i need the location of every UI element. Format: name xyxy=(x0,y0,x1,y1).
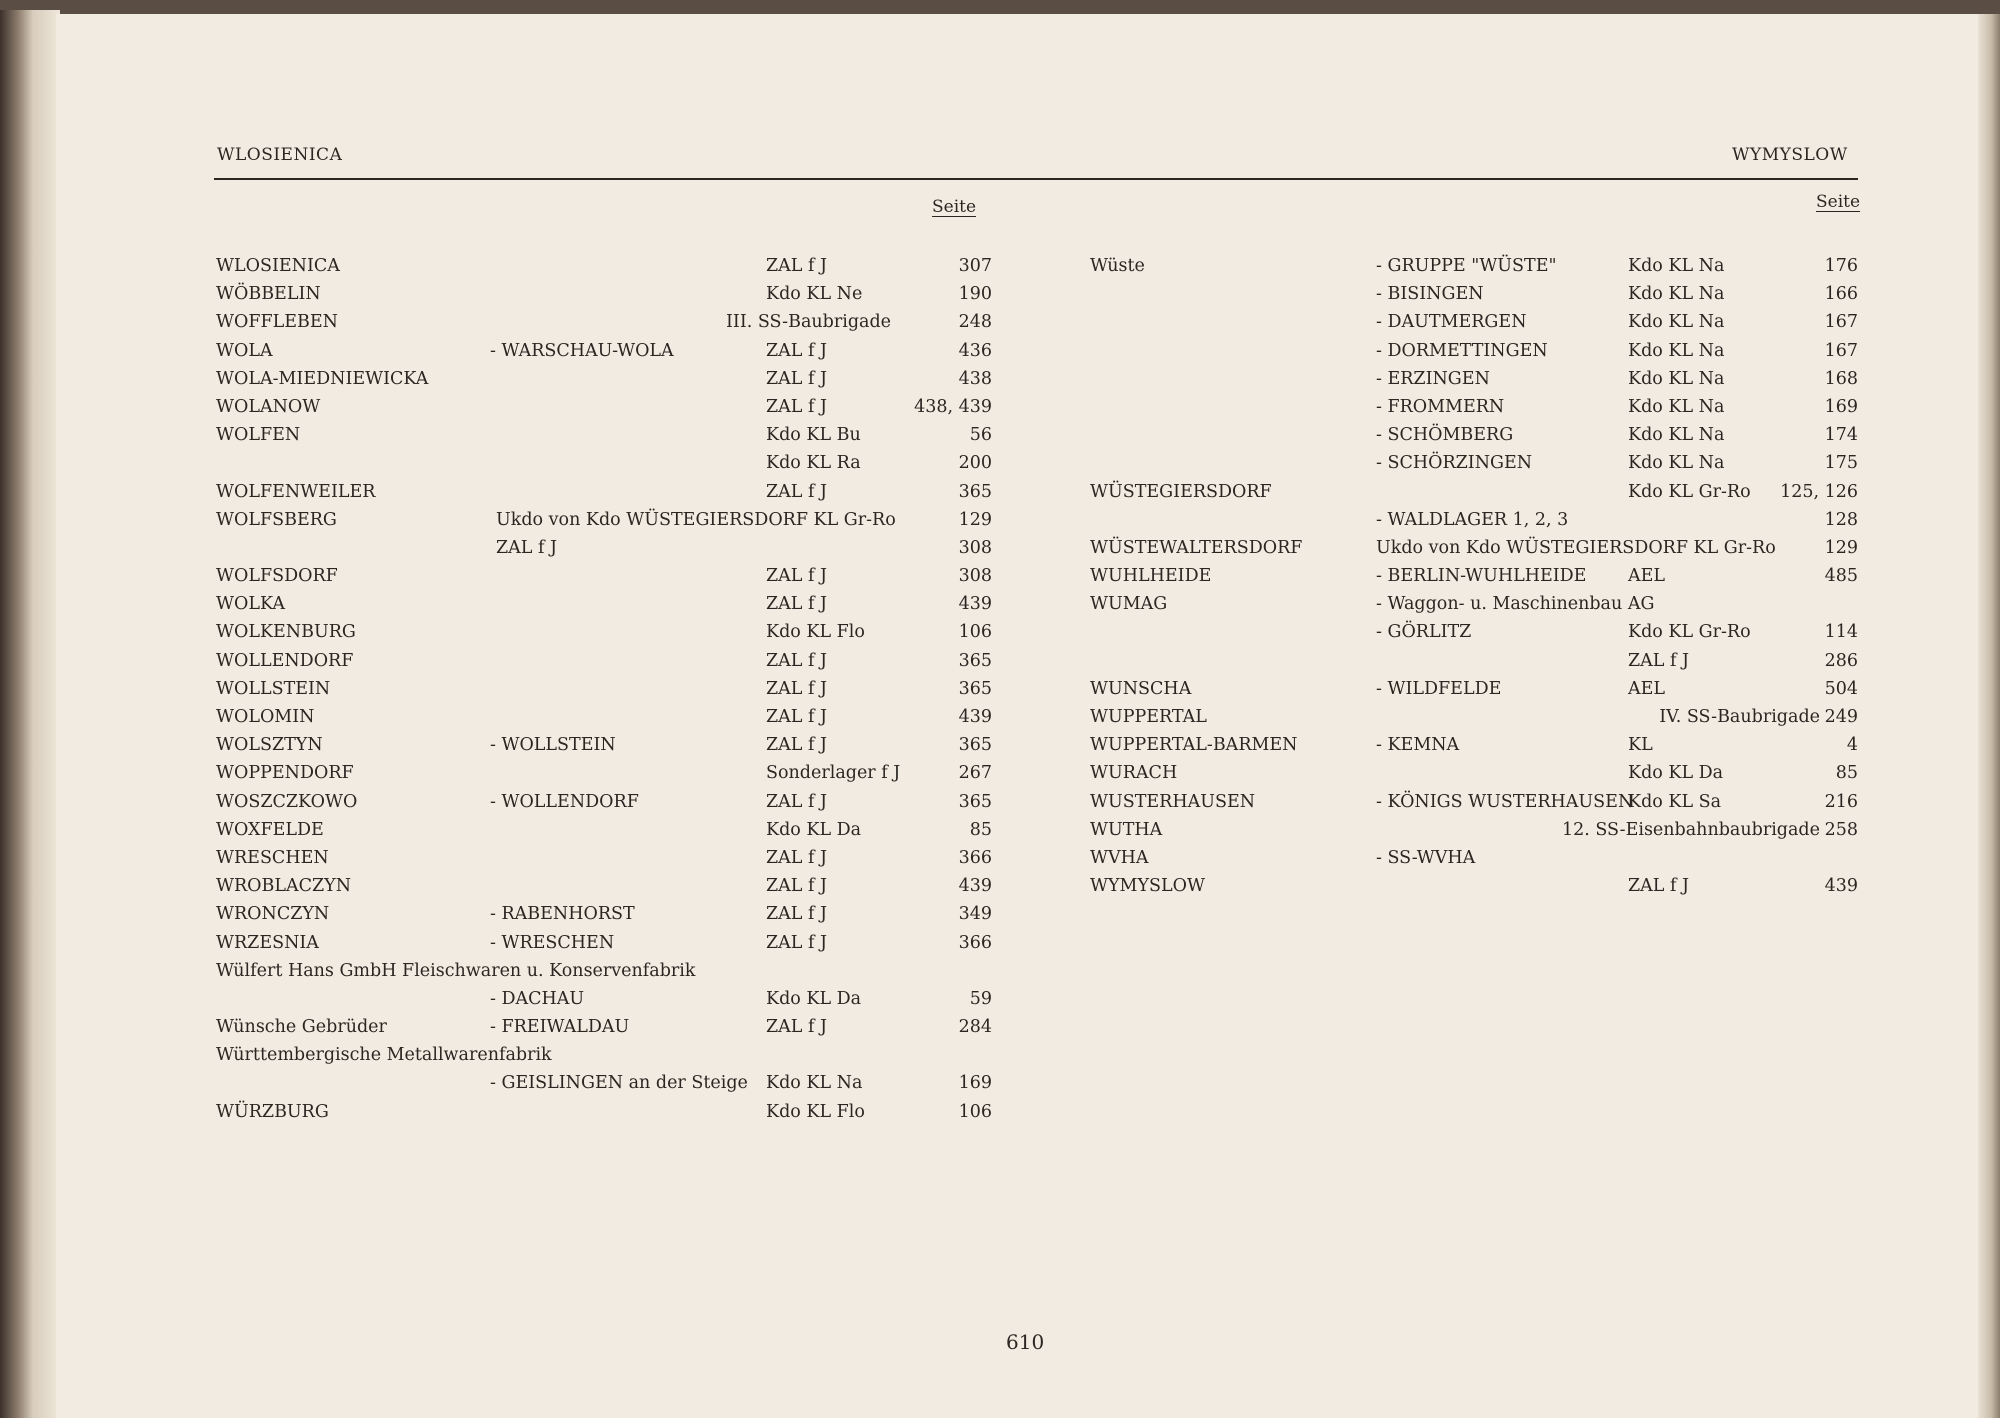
entry-name: WRESCHEN xyxy=(216,847,329,868)
index-entry xyxy=(216,735,996,763)
entry-name: WOLKENBURG xyxy=(216,622,356,643)
entry-subplace: - WOLLSTEIN xyxy=(490,735,616,756)
entry-subplace: ZAL f J xyxy=(496,537,558,558)
entry-subplace: - KÖNIGS WUSTERHAUSEN xyxy=(1376,791,1634,812)
entry-type: KL xyxy=(1628,735,1653,756)
entry-type: ZAL f J xyxy=(766,678,828,699)
entry-type: Kdo KL Na xyxy=(766,1073,863,1094)
entry-name: Wüste xyxy=(1090,256,1145,276)
index-entry xyxy=(216,904,996,932)
header-left: WLOSIENICA xyxy=(217,145,343,165)
entry-page: 249 xyxy=(1824,707,1858,727)
entry-name: WOLKA xyxy=(216,594,285,615)
entry-page: 106 xyxy=(958,622,992,643)
index-entry xyxy=(1090,341,1860,369)
index-entry xyxy=(1090,312,1860,340)
index-entry xyxy=(216,1073,996,1101)
index-entry xyxy=(1090,510,1860,538)
entry-subplace: - BISINGEN xyxy=(1376,284,1484,305)
index-entry xyxy=(1090,848,1860,876)
entry-page: 504 xyxy=(1824,678,1858,699)
index-entry xyxy=(216,961,996,989)
entry-name: WOLA-MIEDNIEWICKA xyxy=(216,368,429,389)
entry-type: Kdo KL Na xyxy=(1628,425,1725,446)
entry-type: ZAL f J xyxy=(766,340,828,361)
entry-page: 114 xyxy=(1824,622,1858,643)
entry-type: Kdo KL Gr-Ro xyxy=(1628,481,1751,502)
index-entry xyxy=(216,594,996,622)
entry-name: Württembergische Metallwarenfabrik xyxy=(216,1045,552,1066)
entry-name: WRONCZYN xyxy=(216,904,330,925)
entry-page: 267 xyxy=(958,763,992,784)
index-entry xyxy=(1090,453,1860,481)
entry-name: WOFFLEBEN xyxy=(216,312,338,333)
entry-page: 200 xyxy=(958,453,992,474)
entry-page: 366 xyxy=(958,932,992,953)
entry-name: Wülfert Hans GmbH Fleischwaren u. Konservenfabrik xyxy=(216,960,696,981)
entry-type: IV. SS-Baubrigade xyxy=(1659,707,1820,727)
entry-page: 365 xyxy=(958,791,992,812)
entry-page: 365 xyxy=(958,678,992,699)
index-entry xyxy=(216,369,996,397)
entry-name: Wünsche Gebrüder xyxy=(216,1017,387,1038)
entry-name: WOLLENDORF xyxy=(216,650,354,671)
index-entry xyxy=(216,707,996,735)
index-entry xyxy=(216,453,996,481)
entry-type: ZAL f J xyxy=(766,791,828,812)
entry-page: 106 xyxy=(958,1101,992,1122)
entry-type: Kdo KL Na xyxy=(1628,396,1725,417)
entry-name: WOLLSTEIN xyxy=(216,678,331,699)
entry-type: ZAL f J xyxy=(766,707,828,727)
entry-page: 85 xyxy=(1835,763,1858,784)
right-index-column xyxy=(1090,256,1860,904)
entry-name: WOLANOW xyxy=(216,396,321,417)
entry-type: ZAL f J xyxy=(766,735,828,756)
seite-label-right: Seite xyxy=(1816,192,1861,212)
entry-name: WUTHA xyxy=(1090,819,1163,840)
entry-page: 169 xyxy=(958,1073,992,1094)
entry-page: 307 xyxy=(958,256,992,276)
header-right: WYMYSLOW xyxy=(1732,145,1848,165)
entry-type: ZAL f J xyxy=(766,847,828,868)
entry-type: III. SS-Baubrigade xyxy=(726,312,892,333)
entry-type: ZAL f J xyxy=(1628,650,1690,671)
entry-type: ZAL f J xyxy=(766,481,828,502)
index-entry xyxy=(1090,284,1860,312)
entry-page: 85 xyxy=(969,819,992,840)
index-entry xyxy=(216,848,996,876)
entry-subplace: - SS-WVHA xyxy=(1376,847,1476,868)
entry-page: 258 xyxy=(1824,819,1858,840)
entry-type: Sonderlager f J xyxy=(766,763,901,784)
entry-page: 284 xyxy=(958,1017,992,1038)
index-entry xyxy=(1090,792,1860,820)
index-entry xyxy=(216,566,996,594)
entry-subplace: - GEISLINGEN an der Steige xyxy=(490,1073,748,1094)
entry-page: 125, 126 xyxy=(1780,481,1858,502)
entry-page: 56 xyxy=(969,425,992,446)
entry-name: WÜSTEGIERSDORF xyxy=(1090,481,1272,502)
index-entry xyxy=(1090,566,1860,594)
entry-subplace: Ukdo von Kdo WÜSTEGIERSDORF KL Gr-Ro xyxy=(1376,537,1776,558)
index-entry xyxy=(1090,594,1860,622)
entry-type: ZAL f J xyxy=(766,566,828,587)
entry-type: ZAL f J xyxy=(766,594,828,615)
entry-type: Kdo KL Na xyxy=(1628,453,1725,474)
entry-type: ZAL f J xyxy=(766,256,828,276)
entry-name: WUHLHEIDE xyxy=(1090,566,1212,587)
entry-type: Kdo KL Na xyxy=(1628,312,1725,333)
index-entry xyxy=(216,510,996,538)
entry-name: WOLFSBERG xyxy=(216,509,337,530)
entry-subplace: - ERZINGEN xyxy=(1376,368,1490,389)
entry-subplace: - WOLLENDORF xyxy=(490,791,639,812)
entry-type: ZAL f J xyxy=(766,904,828,925)
index-entry xyxy=(1090,679,1860,707)
index-entry xyxy=(1090,369,1860,397)
entry-page: 169 xyxy=(1824,396,1858,417)
index-entry xyxy=(1090,482,1860,510)
entry-name: WÖBBELIN xyxy=(216,284,321,305)
entry-page: 439 xyxy=(958,707,992,727)
entry-subplace: - SCHÖMBERG xyxy=(1376,425,1514,446)
index-entry xyxy=(216,312,996,340)
entry-page: 175 xyxy=(1824,453,1858,474)
entry-page: 485 xyxy=(1824,566,1858,587)
entry-type: Kdo KL Sa xyxy=(1628,791,1722,812)
entry-page: 366 xyxy=(958,847,992,868)
entry-page: 59 xyxy=(969,988,992,1009)
entry-page: 286 xyxy=(1824,650,1858,671)
entry-type: Kdo KL Na xyxy=(1628,284,1725,305)
entry-subplace: - DORMETTINGEN xyxy=(1376,340,1548,361)
entry-type: Kdo KL Ne xyxy=(766,284,863,305)
entry-type: Kdo KL Flo xyxy=(766,1101,865,1122)
entry-subplace: Ukdo von Kdo WÜSTEGIERSDORF KL Gr-Ro xyxy=(496,509,896,530)
entry-name: WOPPENDORF xyxy=(216,763,354,784)
entry-subplace: - BERLIN-WUHLHEIDE xyxy=(1376,566,1587,587)
entry-page: 216 xyxy=(1824,791,1858,812)
entry-type: Kdo KL Na xyxy=(1628,340,1725,361)
index-entry xyxy=(1090,256,1860,284)
index-entry xyxy=(216,876,996,904)
entry-name: WROBLACZYN xyxy=(216,876,352,897)
entry-page: 167 xyxy=(1824,340,1858,361)
entry-type: ZAL f J xyxy=(1628,876,1690,897)
entry-name: WOLA xyxy=(216,340,273,361)
entry-type: Kdo KL Na xyxy=(1628,368,1725,389)
entry-type: Kdo KL Da xyxy=(1628,763,1724,784)
entry-name: WUPPERTAL xyxy=(1090,707,1207,727)
entry-page: 436 xyxy=(958,340,992,361)
entry-subplace: - KEMNA xyxy=(1376,735,1460,756)
index-entry xyxy=(216,538,996,566)
entry-subplace: - Waggon- u. Maschinenbau AG xyxy=(1376,594,1655,615)
entry-page: 349 xyxy=(958,904,992,925)
entry-page: 438, 439 xyxy=(914,396,992,417)
index-entry xyxy=(216,679,996,707)
index-entry xyxy=(1090,425,1860,453)
entry-type: ZAL f J xyxy=(766,650,828,671)
index-entry xyxy=(216,1017,996,1045)
entry-type: Kdo KL Na xyxy=(1628,256,1725,276)
entry-type: Kdo KL Bu xyxy=(766,425,861,446)
index-entry xyxy=(1090,538,1860,566)
entry-subplace: - RABENHORST xyxy=(490,904,635,925)
entry-page: 190 xyxy=(958,284,992,305)
entry-name: WOLOMIN xyxy=(216,707,315,727)
entry-page: 438 xyxy=(958,368,992,389)
index-entry xyxy=(216,651,996,679)
entry-name: WLOSIENICA xyxy=(216,256,340,276)
entry-name: WUSTERHAUSEN xyxy=(1090,791,1256,812)
entry-subplace: - FREIWALDAU xyxy=(490,1017,630,1038)
entry-page: 4 xyxy=(1846,735,1858,756)
index-entry xyxy=(1090,763,1860,791)
entry-page: 167 xyxy=(1824,312,1858,333)
entry-name: WUPPERTAL-BARMEN xyxy=(1090,735,1298,756)
index-entry xyxy=(1090,397,1860,425)
entry-page: 128 xyxy=(1824,509,1858,530)
entry-page: 248 xyxy=(958,312,992,333)
entry-page: 439 xyxy=(958,876,992,897)
entry-name: WYMYSLOW xyxy=(1090,876,1205,897)
index-entry xyxy=(216,792,996,820)
seite-label-left: Seite xyxy=(932,197,977,217)
index-entry xyxy=(216,1102,996,1130)
entry-page: 176 xyxy=(1824,256,1858,276)
entry-name: WOSZCZKOWO xyxy=(216,791,358,812)
entry-page: 365 xyxy=(958,735,992,756)
entry-subplace: - GÖRLITZ xyxy=(1376,622,1472,643)
index-entry xyxy=(216,425,996,453)
entry-subplace: - SCHÖRZINGEN xyxy=(1376,453,1533,474)
entry-type: Kdo KL Da xyxy=(766,819,862,840)
entry-name: WÜSTEWALTERSDORF xyxy=(1090,537,1303,558)
book-spine-edge xyxy=(0,10,60,1418)
index-entry xyxy=(216,989,996,1017)
entry-subplace: - WILDFELDE xyxy=(1376,678,1502,699)
entry-subplace: - FROMMERN xyxy=(1376,396,1505,417)
entry-name: WOLFENWEILER xyxy=(216,481,376,502)
entry-name: WUNSCHA xyxy=(1090,678,1192,699)
entry-subplace: - DACHAU xyxy=(490,988,585,1009)
entry-name: WRZESNIA xyxy=(216,932,319,953)
entry-name: WVHA xyxy=(1090,847,1149,868)
entry-type: ZAL f J xyxy=(766,396,828,417)
header-rule xyxy=(214,178,1858,180)
index-entry xyxy=(216,341,996,369)
entry-name: WURACH xyxy=(1090,763,1178,784)
index-entry xyxy=(216,1045,996,1073)
entry-name: WOLFSDORF xyxy=(216,566,338,587)
left-index-column xyxy=(216,256,996,1130)
entry-subplace: - WARSCHAU-WOLA xyxy=(490,340,674,361)
entry-page: 439 xyxy=(958,594,992,615)
entry-type: Kdo KL Da xyxy=(766,988,862,1009)
index-entry xyxy=(1090,707,1860,735)
index-entry xyxy=(216,622,996,650)
entry-page: 439 xyxy=(1824,876,1858,897)
entry-type: Kdo KL Flo xyxy=(766,622,865,643)
entry-page: 174 xyxy=(1824,425,1858,446)
index-entry xyxy=(216,763,996,791)
page-number: 610 xyxy=(1006,1330,1045,1354)
entry-subplace: - WRESCHEN xyxy=(490,932,615,953)
entry-name: WOXFELDE xyxy=(216,819,324,840)
entry-page: 168 xyxy=(1824,368,1858,389)
index-entry xyxy=(1090,622,1860,650)
entry-page: 166 xyxy=(1824,284,1858,305)
index-entry xyxy=(1090,820,1860,848)
page-right-edge xyxy=(1978,14,2000,1418)
entry-name: WUMAG xyxy=(1090,594,1168,615)
index-entry xyxy=(216,820,996,848)
index-entry xyxy=(216,933,996,961)
index-entry xyxy=(216,256,996,284)
index-entry xyxy=(216,284,996,312)
entry-type: Kdo KL Gr-Ro xyxy=(1628,622,1751,643)
entry-page: 308 xyxy=(958,566,992,587)
entry-type: ZAL f J xyxy=(766,368,828,389)
entry-subplace: - GRUPPE "WÜSTE" xyxy=(1376,256,1557,276)
index-entry xyxy=(216,482,996,510)
entry-subplace: - WALDLAGER 1, 2, 3 xyxy=(1376,509,1569,530)
entry-name: WÜRZBURG xyxy=(216,1101,329,1122)
entry-type: Kdo KL Ra xyxy=(766,453,861,474)
entry-name: WOLFEN xyxy=(216,425,301,446)
entry-page: 365 xyxy=(958,650,992,671)
entry-name: WOLSZTYN xyxy=(216,735,323,756)
entry-page: 129 xyxy=(958,509,992,530)
entry-type: 12. SS-Eisenbahnbaubrigade xyxy=(1561,819,1820,840)
entry-page: 365 xyxy=(958,481,992,502)
entry-type: AEL xyxy=(1628,566,1666,587)
index-entry xyxy=(1090,876,1860,904)
entry-type: ZAL f J xyxy=(766,932,828,953)
entry-type: ZAL f J xyxy=(766,876,828,897)
entry-type: ZAL f J xyxy=(766,1017,828,1038)
index-entry xyxy=(1090,651,1860,679)
index-entry xyxy=(216,397,996,425)
entry-subplace: - DAUTMERGEN xyxy=(1376,312,1527,333)
entry-type: AEL xyxy=(1628,678,1666,699)
entry-page: 308 xyxy=(958,537,992,558)
entry-page: 129 xyxy=(1824,537,1858,558)
index-entry xyxy=(1090,735,1860,763)
